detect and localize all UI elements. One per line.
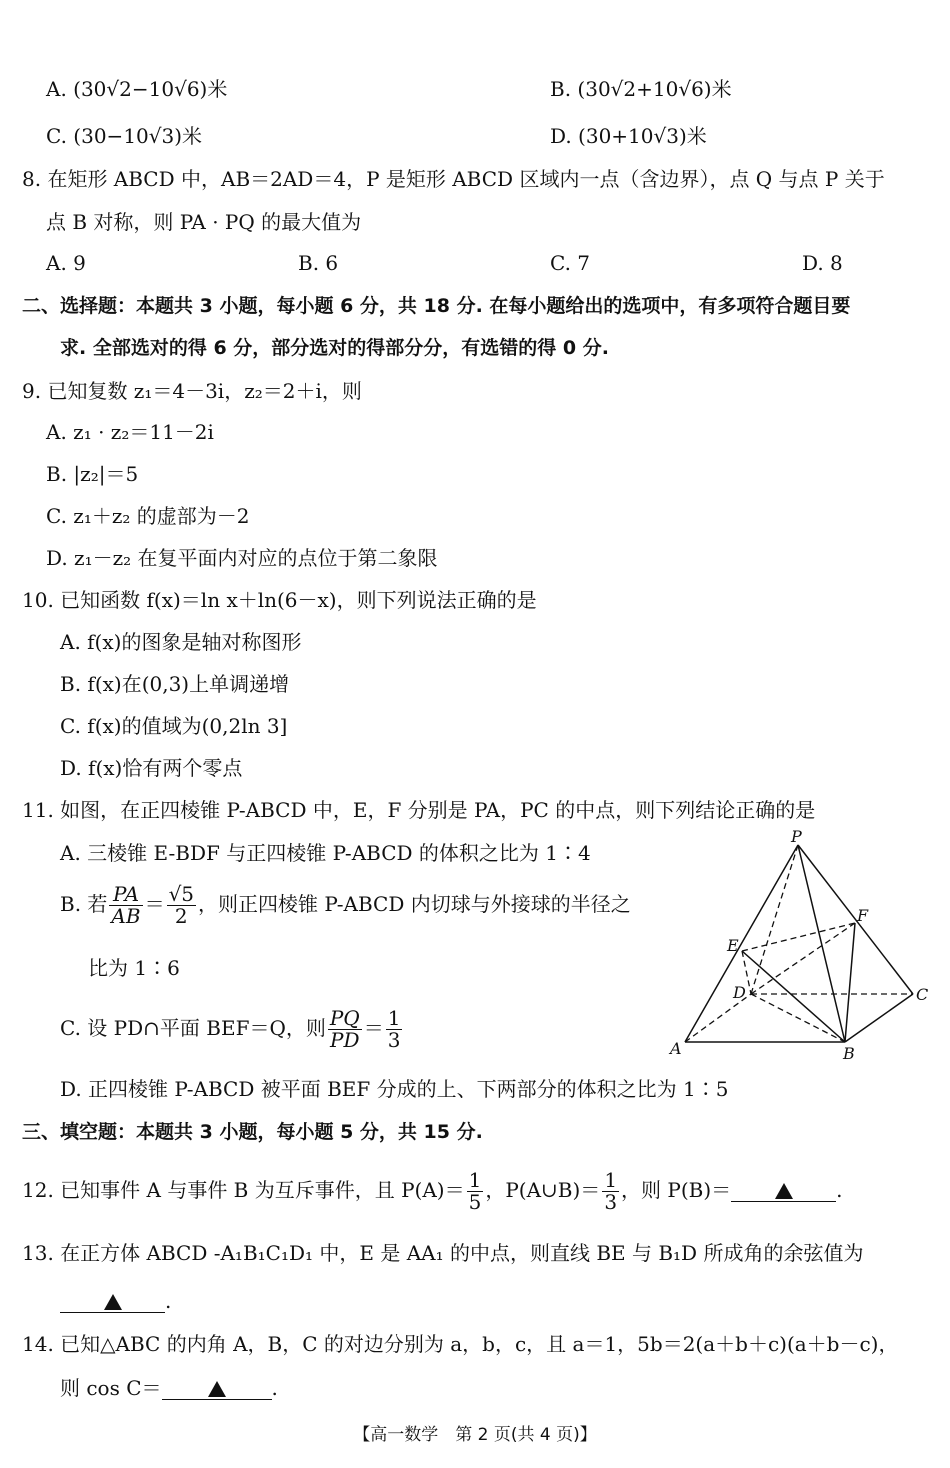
q11-option-c [60, 1008, 404, 1051]
q11-b-value-num: √5 [168, 882, 195, 906]
q11-option-c-fraction [328, 1008, 362, 1051]
q11-option-c-value-fraction [386, 1008, 403, 1051]
q11-b-frac-num: PA [112, 882, 140, 906]
q11-option-c-eq: ＝ [363, 1016, 384, 1040]
label-D: D [733, 983, 746, 1002]
q8-option-a: A. 9 [46, 251, 86, 275]
label-B: B [843, 1044, 855, 1063]
q13-line1: 13. 在正方体 ABCD -A₁B₁C₁D₁ 中，E 是 AA₁ 的中点，则直线 BE 与 B₁D 所成角的余弦值为 [22, 1241, 864, 1265]
label-C: C [916, 985, 929, 1004]
q8-option-b: B. 6 [298, 251, 339, 275]
q12-post: ，则 P(B)＝ [621, 1178, 732, 1202]
q10-stem: 10. 已知函数 f(x)＝ln x＋ln(6－x)，则下列说法正确的是 [22, 588, 537, 612]
q14-line2 [60, 1377, 278, 1400]
q8-option-c: C. 7 [550, 251, 591, 275]
q10-option-d: D. f(x)恰有两个零点 [60, 756, 243, 780]
pyramid-figure [665, 830, 935, 1065]
q13-end: . [165, 1289, 172, 1313]
triangle-icon [775, 1183, 793, 1199]
q9-stem: 9. 已知复数 z₁＝4－3i，z₂＝2＋i，则 [22, 379, 362, 403]
q12-f2-num: 1 [604, 1168, 618, 1192]
q11-c-frac-den: PD [330, 1028, 360, 1052]
edge-DF [751, 923, 855, 994]
q11-c-value-num: 1 [387, 1006, 401, 1030]
q12-answer-blank[interactable] [731, 1179, 836, 1202]
label-P: P [791, 830, 802, 846]
q13-line2 [60, 1290, 171, 1313]
q12-f1-den: 5 [468, 1190, 482, 1214]
q11-b-value-den: 2 [174, 904, 188, 928]
q12-f2-den: 3 [604, 1190, 618, 1214]
q11-option-c-pre: C. 设 PD∩平面 BEF＝Q，则 [60, 1016, 326, 1040]
section2-heading-line1: 二、选择题：本题共 3 小题，每小题 6 分，共 18 分. 在每小题给出的选项中，有多项符合题目要 [22, 295, 851, 317]
q9-option-d: D. z₁－z₂ 在复平面内对应的点位于第二象限 [46, 546, 438, 570]
q7-option-c: C. (30−10√3)米 [46, 124, 203, 148]
q12-fraction-1 [467, 1170, 484, 1213]
q11-c-frac-num: PQ [329, 1006, 360, 1030]
edge-PA [685, 845, 798, 1042]
q11-option-d: D. 正四棱锥 P-ABCD 被平面 BEF 分成的上、下两部分的体积之比为 1∶5 [60, 1077, 729, 1101]
label-A: A [670, 1039, 682, 1058]
q14-line1: 14. 已知△ABC 的内角 A，B，C 的对边分别为 a，b，c，且 a＝1，5b＝2(a＋b＋c)(a＋b－c)， [22, 1332, 899, 1356]
edge-BC [845, 994, 913, 1042]
triangle-icon [208, 1381, 226, 1397]
q13-answer-blank[interactable] [60, 1290, 165, 1313]
q11-stem: 11. 如图，在正四棱锥 P-ABCD 中，E，F 分别是 PA，PC 的中点，则下列结论正确的是 [22, 798, 816, 822]
q7-option-d: D. (30+10√3)米 [550, 124, 707, 148]
q11-option-b-eq: ＝ [144, 892, 165, 916]
edge-EF [742, 923, 855, 951]
edge-FB [845, 923, 855, 1042]
q11-option-b [60, 884, 631, 927]
q9-option-c: C. z₁＋z₂ 的虚部为－2 [46, 504, 250, 528]
q10-option-c: C. f(x)的值域为(0,2ln 3] [60, 714, 288, 738]
section2-heading-line2: 求. 全部选对的得 6 分，部分选对的得部分分，有选错的得 0 分. [60, 337, 609, 359]
q11-option-a: A. 三棱锥 E-BDF 与正四棱锥 P-ABCD 的体积之比为 1∶4 [60, 841, 591, 865]
q7-option-b: B. (30√2+10√6)米 [550, 77, 732, 101]
q14-end: . [271, 1376, 278, 1400]
label-F: F [857, 906, 869, 925]
q10-option-a: A. f(x)的图象是轴对称图形 [60, 630, 302, 654]
q11-c-value-den: 3 [387, 1028, 401, 1052]
label-E: E [727, 936, 739, 955]
q11-option-b-pre: B. 若 [60, 892, 108, 916]
q14-line2-pre: 则 cos C＝ [60, 1376, 162, 1400]
q9-option-b: B. |z₂|＝5 [46, 462, 139, 486]
q12-f1-num: 1 [468, 1168, 482, 1192]
q12-line [22, 1170, 843, 1213]
q11-option-b-value-fraction [167, 884, 196, 927]
q8-option-d: D. 8 [802, 251, 843, 275]
q11-option-b-fraction [109, 884, 142, 927]
triangle-icon [104, 1294, 122, 1310]
page-footer: 【高一数学 第 2 页(共 4 页)】 [353, 1425, 597, 1445]
q12-mid: ，P(A∪B)＝ [485, 1178, 601, 1202]
q12-end: . [836, 1178, 843, 1202]
q7-option-a: A. (30√2−10√6)米 [46, 77, 228, 101]
q8-stem-line1: 8. 在矩形 ABCD 中，AB＝2AD＝4，P 是矩形 ABCD 区域内一点（含边界），点 Q 与点 P 关于 [22, 167, 885, 191]
q12-fraction-2 [602, 1170, 619, 1213]
q10-option-b: B. f(x)在(0,3)上单调递增 [60, 672, 290, 696]
edge-PD [751, 845, 798, 994]
q12-pre: 12. 已知事件 A 与事件 B 为互斥事件，且 P(A)＝ [22, 1178, 465, 1202]
q11-option-b-post: ，则正四棱锥 P-ABCD 内切球与外接球的半径之 [198, 892, 631, 916]
section3-heading: 三、填空题：本题共 3 小题，每小题 5 分，共 15 分. [22, 1121, 483, 1143]
q14-answer-blank[interactable] [162, 1377, 272, 1400]
q8-stem-line2: 点 B 对称，则 PA · PQ 的最大值为 [46, 210, 362, 234]
q11-b-frac-den: AB [111, 904, 141, 928]
q11-option-b-line2: 比为 1∶6 [88, 956, 180, 980]
q9-option-a: A. z₁ · z₂＝11－2i [46, 420, 214, 444]
